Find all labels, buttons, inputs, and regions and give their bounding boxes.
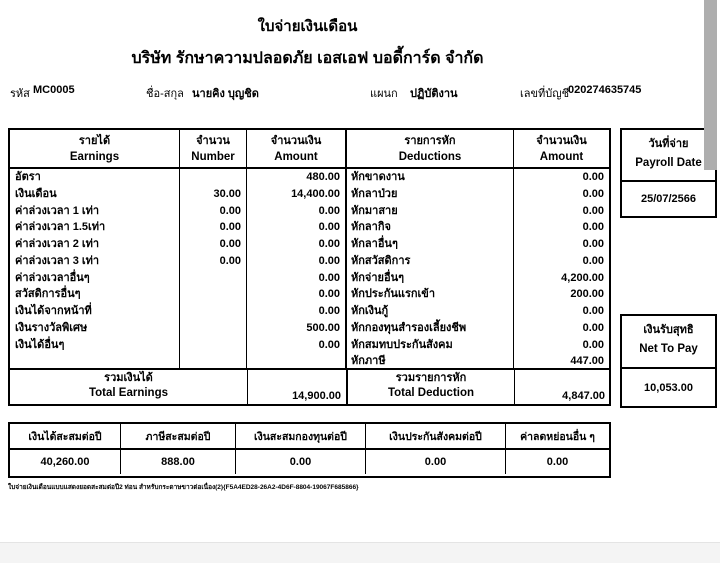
employee-code-label: รหัส	[10, 88, 30, 100]
number-header-en: Number	[191, 151, 235, 163]
summary-column-label: เงินสะสมกองทุนต่อปี	[236, 424, 366, 450]
deduction-label-cell: หักภาษี	[347, 353, 514, 370]
payslip-table-body	[10, 169, 609, 370]
account-number-value: 020274635745	[568, 84, 642, 96]
amount-header-en: Amount	[274, 151, 318, 163]
summary-column-value: 40,260.00	[10, 450, 121, 474]
deduction-label-cell: หักสมทบประกันสังคม	[347, 337, 514, 354]
summary-column-label: เงินได้สะสมต่อปี	[10, 424, 121, 450]
earnings-column-header	[10, 130, 180, 167]
number-header-th: จำนวน	[196, 135, 230, 147]
company-name: บริษัท รักษาความปลอดภัย เอสเอฟ บอดี้การ์ด จำกัด	[131, 50, 484, 67]
deduction-label-cell: หักลาป่วย	[347, 186, 514, 203]
earning-label-cell	[10, 353, 180, 370]
deduction-label-cell: หักเงินกู้	[347, 303, 514, 320]
total-earnings-th: รวมเงินได้	[104, 372, 153, 384]
employee-code-value: MC0005	[33, 84, 75, 96]
ded-amount-header-th: จำนวนเงิน	[536, 135, 587, 147]
deductions-column-header	[347, 130, 514, 167]
earning-number-cell	[180, 303, 247, 320]
payroll-date-header	[622, 130, 715, 182]
deduction-label-cell: หักลาอื่นๆ	[347, 236, 514, 253]
net-to-pay-value: 10,053.00	[644, 381, 693, 394]
yearly-summary-table	[8, 422, 611, 478]
earning-amount-cell: 0.00	[247, 253, 347, 270]
deduction-amount-cell: 0.00	[582, 305, 604, 317]
summary-column-label: เงินประกันสังคมต่อปี	[366, 424, 506, 450]
summary-header-row	[10, 424, 609, 450]
deduction-label-cell: หักลากิจ	[347, 219, 514, 236]
earning-amount-cell: 500.00	[247, 320, 347, 337]
earning-label-cell: ค่าล่วงเวลา 2 เท่า	[10, 236, 180, 253]
payroll-date-en: Payroll Date	[635, 157, 702, 169]
earning-label-cell: ค่าล่วงเวลา 1.5เท่า	[10, 219, 180, 236]
earning-label-cell: อัตรา	[10, 169, 180, 186]
department-value: ปฏิบัติงาน	[410, 88, 458, 100]
summary-value-row	[10, 450, 609, 474]
earning-label-cell: ค่าล่วงเวลา 1 เท่า	[10, 203, 180, 220]
earning-label-cell: สวัสดิการอื่นๆ	[10, 286, 180, 303]
ded-amount-header-en: Amount	[539, 151, 584, 163]
earning-amount-cell: 480.00	[247, 169, 347, 186]
number-column-header	[180, 130, 247, 167]
earning-label-cell: ค่าล่วงเวลาอื่นๆ	[10, 270, 180, 287]
total-deduction-label	[348, 370, 515, 404]
total-deduction-th: รวมรายการหัก	[395, 372, 467, 384]
account-number-label: เลขที่บัญชี	[520, 88, 570, 100]
deduction-amount-column-header	[514, 130, 609, 167]
summary-column-value: 0.00	[236, 450, 366, 474]
earning-amount-cell: 0.00	[247, 236, 347, 253]
deduction-amount-cell: 0.00	[582, 338, 604, 351]
deduction-label-cell: หักประกันแรกเข้า	[347, 286, 514, 303]
deduction-amount-cell: 4,200.00	[561, 271, 604, 284]
earning-amount-cell: 14,400.00	[247, 186, 347, 203]
total-earnings-label	[10, 370, 248, 404]
total-earnings-amount: 14,900.00	[248, 370, 348, 404]
net-to-pay-th: เงินรับสุทธิ	[643, 324, 694, 336]
deduction-label-cell: หักมาสาย	[347, 203, 514, 220]
earning-number-cell	[180, 337, 247, 354]
earnings-deductions-table	[8, 128, 611, 406]
deduction-amount-cell: 0.00	[582, 187, 604, 200]
earning-number-cell	[180, 286, 247, 303]
bottom-bar	[0, 542, 720, 563]
deduction-label-cell: หักสวัสดิการ	[347, 253, 514, 270]
footer-note: ใบจ่ายเงินเดือนแบบแสดงยอดสะสมต่อปี2 ท่อน สำหรับกระดาษขาวต่อเนื่อง(2){F5A4ED28-26A2-4D6F-8804-19067F685866}	[8, 484, 359, 491]
earning-number-cell: 0.00	[180, 219, 247, 236]
payroll-date-box	[620, 128, 717, 218]
earning-number-cell	[180, 270, 247, 287]
page-title: ใบจ่ายเงินเดือน	[257, 18, 358, 35]
deduction-amount-cell: 0.00	[582, 221, 604, 234]
employee-info-row	[0, 84, 720, 100]
earning-label-cell: เงินเดือน	[10, 186, 180, 203]
deduction-amount-cell: 200.00	[570, 288, 604, 301]
deductions-header-en: Deductions	[398, 151, 462, 163]
deduction-amount-cell: 0.00	[582, 204, 604, 217]
deductions-header-th: รายการหัก	[404, 135, 456, 147]
deduction-label-cell: หักกองทุนสำรองเลี้ยงชีพ	[347, 320, 514, 337]
total-deduction-amount: 4,847.00	[562, 390, 605, 402]
payroll-date-value: 25/07/2566	[640, 193, 697, 205]
earning-number-cell: 0.00	[180, 236, 247, 253]
summary-column-value: 888.00	[121, 450, 236, 474]
deduction-label-cell: หักขาดงาน	[347, 169, 514, 186]
earning-amount-cell: 0.00	[247, 203, 347, 220]
net-to-pay-box	[620, 314, 717, 408]
earning-number-cell: 0.00	[180, 253, 247, 270]
earning-label-cell: เงินได้อื่นๆ	[10, 337, 180, 354]
earning-amount-cell: 0.00	[247, 286, 347, 303]
total-deduction-en: Total Deduction	[387, 387, 475, 399]
amount-header-th: จำนวนเงิน	[270, 135, 322, 147]
deduction-amount-cell: 0.00	[582, 254, 604, 267]
earning-label-cell: เงินได้จากหน้าที่	[10, 303, 180, 320]
earnings-header-en: Earnings	[69, 151, 120, 163]
earning-amount-cell: 0.00	[247, 303, 347, 320]
deduction-label-cell: หักจ่ายอื่นๆ	[347, 270, 514, 287]
employee-name-label: ชื่อ-สกุล	[146, 88, 184, 100]
table-header-row	[10, 130, 609, 169]
earning-number-cell: 0.00	[180, 203, 247, 220]
summary-column-value: 0.00	[366, 450, 506, 474]
net-to-pay-en: Net To Pay	[639, 343, 698, 355]
summary-column-label: ภาษีสะสมต่อปี	[121, 424, 236, 450]
deduction-amount-cell: 0.00	[582, 321, 604, 334]
earning-number-cell	[180, 320, 247, 337]
earning-number-cell: 30.00	[180, 186, 247, 203]
earning-number-cell	[180, 353, 247, 370]
department-label: แผนก	[370, 88, 398, 100]
earning-number-cell	[180, 169, 247, 186]
table-totals-row	[10, 370, 609, 404]
summary-column-value: 0.00	[546, 456, 569, 468]
earning-amount-cell: 0.00	[247, 219, 347, 236]
earning-label-cell: ค่าล่วงเวลา 3 เท่า	[10, 253, 180, 270]
summary-column-label: ค่าลดหย่อนอื่น ๆ	[520, 431, 595, 443]
deduction-amount-cell: 447.00	[570, 355, 604, 368]
vertical-scrollbar-thumb[interactable]	[704, 0, 717, 170]
employee-name-value: นายคิง บุญชิด	[192, 88, 259, 100]
payroll-date-th: วันที่จ่าย	[648, 138, 689, 150]
net-to-pay-header	[622, 316, 715, 369]
earnings-header-th: รายได้	[78, 135, 111, 147]
earning-amount-cell: 0.00	[247, 337, 347, 354]
earning-amount-cell	[247, 353, 347, 370]
amount-column-header	[247, 130, 347, 167]
earning-amount-cell: 0.00	[247, 270, 347, 287]
earning-label-cell: เงินรางวัลพิเศษ	[10, 320, 180, 337]
deduction-amount-cell: 0.00	[582, 171, 604, 183]
total-earnings-en: Total Earnings	[88, 387, 169, 399]
deduction-amount-cell: 0.00	[582, 238, 604, 250]
